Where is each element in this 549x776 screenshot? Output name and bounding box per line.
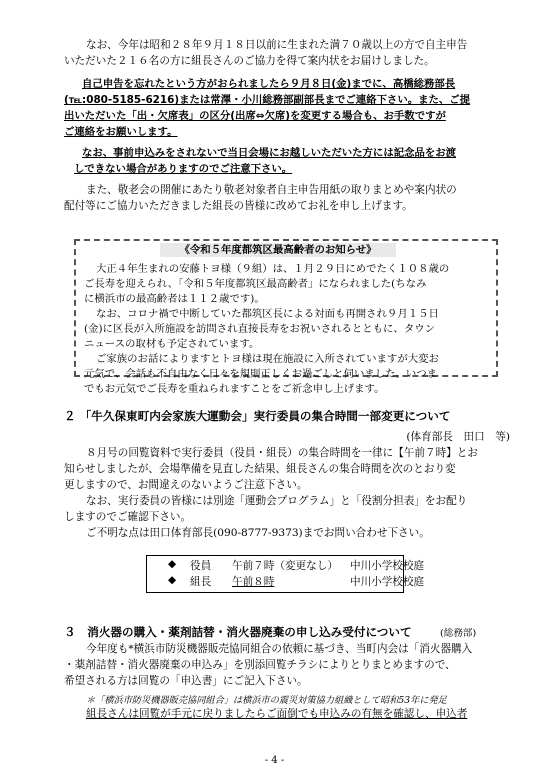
- notice-title: 《令和５年度都筑区最高齢者のお知らせ》: [160, 243, 396, 257]
- section-3-note: ＊「横浜市防災機器販売協同組合」は横浜市の震災対策協力組織として昭和53年に発足: [86, 695, 447, 706]
- section-3-line: 今年度も*横浜市防災機器販売協同組合の依頼に基づき、当町内会は「消火器購入: [86, 643, 473, 655]
- intro-bold-1: 自己申告を忘れたという方がおられましたら９月８日(金)までに、高橋総務部長: [82, 78, 456, 90]
- section-2-line: しますのでご確認下さい。: [64, 511, 192, 523]
- section-3-tag: (総務部): [440, 628, 477, 639]
- section-2-line: ８月号の回覧資料で実行委員（役員・組長）の集合時間を一律に【午前７時】とお: [86, 447, 478, 459]
- section-2-line: なお、実行委員の皆様には別途「運動会プログラム」と「役割分担表」をお配り: [86, 495, 468, 507]
- intro-bold-6: しできない場合がありますのでご注意下さい。: [74, 163, 293, 175]
- notice-line: に横浜市の最高齢者は１１２歳です)。: [84, 293, 265, 305]
- section-2-line: 知らせしましたが、会場準備を見直した結果、組長さんの集合時間を次のとおり変: [64, 463, 456, 475]
- intro-bold-4: ご連絡をお願いします。: [64, 126, 178, 138]
- schedule-role: 組長: [190, 576, 212, 588]
- intro-line-2: いただいた２１６名の方に組長さんのご協力を得て案内状をお届けしました。: [64, 55, 435, 67]
- schedule-bullet: ◆: [168, 558, 177, 570]
- page-number: - 4 -: [264, 755, 285, 766]
- schedule-role: 役員: [190, 560, 212, 572]
- notice-line: ご家族のお話によりますとトヨ様は現在施設に入所されていますが大変お: [96, 353, 439, 365]
- section-3-line: 希望される方は回覧の「申込書」にご記入下さい。: [64, 675, 308, 687]
- notice-line: (金)に区長が入所施設を訪問され直接長寿をお祝いされるとともに、タウン: [84, 323, 435, 335]
- notice-line: でもお元気でご長寿を重ねられますことをご祈念申し上げます。: [84, 383, 385, 395]
- intro-line-1: なお、今年は昭和２８年９月１８日以前に生まれた満７０歳以上の方で自主申告: [86, 39, 468, 51]
- section-2-line: 更しますので、お間違えのないようご注意下さい。: [64, 479, 308, 491]
- schedule-place: 中川小学校校庭: [350, 560, 425, 572]
- intro-bold-2: (℡:080-5185-6216)または常澤・小川総務部副部長までご連絡下さい。また、ご提: [64, 94, 471, 106]
- section-3-heading: ３ 消火器の購入・薬剤詰替・消火器廃棄の申し込み受付について: [64, 625, 412, 639]
- schedule-place: 中川小学校校庭: [350, 576, 425, 588]
- notice-line: ご長寿を迎えられ、「令和５年度都筑区最高齢者」になられました(ちなみ: [84, 278, 427, 290]
- schedule-time: 午前８時: [232, 576, 275, 588]
- schedule-time: 午前７時（変更なし）: [232, 560, 338, 572]
- section-3-line: ・薬剤詰替・消火器廃棄の申込み」を別添回覧チラシによりとりまとめますので、: [64, 659, 456, 671]
- section-2-line: ご不明な点は田口体育部長(090-8777-9373)までお問い合わせ下さい。: [86, 527, 430, 539]
- notice-line: なお、コロナ禍で中断していた都筑区長による対面も再開され９月１５日: [96, 308, 439, 320]
- section-3-last-line: 組長さんは回覧が手元に戻りましたらご面倒でも申込みの有無を確認し、申込者: [86, 708, 468, 720]
- section-2-heading: ２ 「牛久保東町内会家族大運動会」実行委員の集合時間一部変更について: [64, 409, 451, 423]
- notice-line: 元気で、会話も不自由なく日々を規則正しくお過ごしと伺いました。いつま: [84, 368, 438, 380]
- intro-bold-5: なお、事前申込みをされないで当日会場にお越しいただいた方には記念品をお渡: [82, 147, 457, 159]
- notice-line: ニュースの取材も予定されています。: [84, 338, 260, 350]
- intro-line-4: 配付等にご協力いただきました組長の皆様に改めてお礼を申し上げます。: [64, 200, 413, 212]
- intro-bold-3: 出いただいた「出・欠席表」の区分(出席⇔欠席)を変更する場合も、お手数ですが: [64, 110, 446, 122]
- notice-line: 大正４年生まれの安藤トヨ様（９組）は、１月２９日にめでたく１０８歳の: [96, 263, 450, 275]
- section-2-byline: (体育部長 田口 等): [406, 431, 510, 443]
- schedule-bullet: ◆: [168, 574, 177, 586]
- intro-line-3: また、敬老会の開催にあたり敬老対象者自主申告用紙の取りまとめや案内状の: [86, 184, 457, 196]
